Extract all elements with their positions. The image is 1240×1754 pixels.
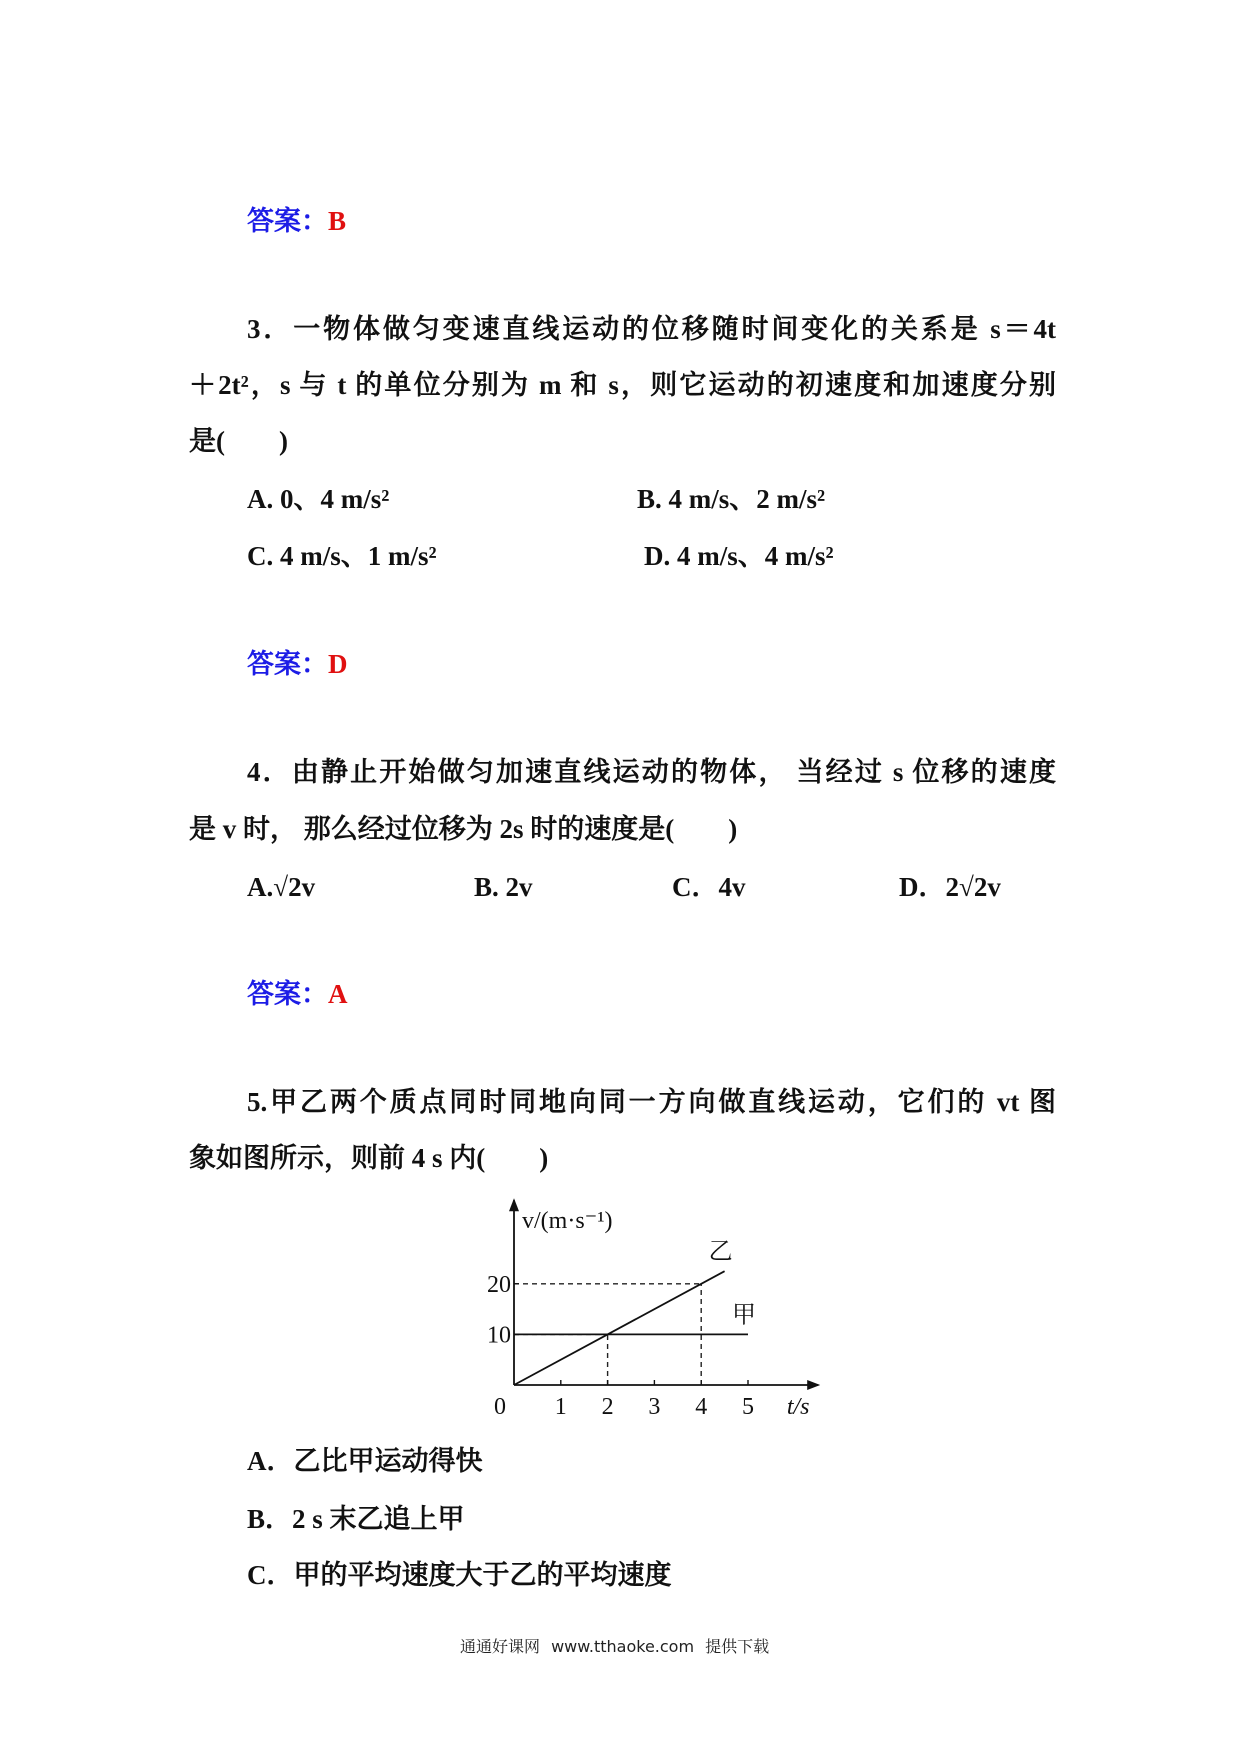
question-4-line-2: 是 v 时， 那么经过位移为 2s 时的速度是( ) [189,814,738,844]
y-axis-arrow-icon [509,1198,519,1211]
x-tick-label: 3 [648,1394,661,1420]
x-tick-label: 5 [742,1394,754,1420]
y-tick-label: 20 [487,1271,511,1298]
answer-label: 答案： [247,649,328,679]
question-4-option-c: C．4v [672,872,746,902]
question-5-option-b: B．2 s 末乙追上甲 [247,1504,465,1534]
answer-value: B [328,206,347,236]
x-tick-label: 0 [494,1394,506,1420]
question-5-option-c: C．甲的平均速度大于乙的平均速度 [247,1560,672,1590]
answer-label: 答案： [247,979,328,1009]
question-3-option-a: A. 0、4 m/s² [247,484,390,514]
question-5-line-2: 象如图所示，则前 4 s 内( ) [189,1143,549,1173]
series-label: 乙 [708,1239,733,1266]
answer-label: 答案： [247,206,328,236]
x-axis-arrow-icon [807,1380,820,1390]
x-tick-label: 1 [554,1394,567,1420]
x-tick-label: 4 [695,1394,708,1420]
answer-value: D [328,649,348,679]
question-3-option-c: C. 4 m/s、1 m/s² [247,541,437,571]
question-3-line-3: 是( ) [189,426,288,456]
question-3-option-b: B. 4 m/s、2 m/s² [637,484,826,514]
answer-q2 [247,207,346,235]
x-tick-label: 2 [601,1394,614,1420]
question-4-option-a: A.√2v [247,872,316,902]
question-5-option-a: A．乙比甲运动得快 [247,1446,483,1476]
question-4-line-1: 4．由静止开始做匀加速直线运动的物体， 当经过 s 位移的速度 [247,757,1056,787]
series-line-0 [514,1271,725,1385]
question-5-line-1: 5.甲乙两个质点同时同地向同一方向做直线运动，它们的 vt 图 [247,1087,1056,1117]
question-4-option-b: B. 2v [474,872,533,902]
question-3-option-d: D. 4 m/s、4 m/s² [644,541,834,571]
question-3-line-1: 3．一物体做匀变速直线运动的位移随时间变化的关系是 s＝4t [247,314,1056,344]
series-label: 甲 [732,1302,756,1329]
answer-q4 [247,980,348,1008]
vt-chart [455,1195,835,1425]
question-3-line-2: ＋2t²，s 与 t 的单位分别为 m 和 s，则它运动的初速度和加速度分别 [189,370,1056,400]
y-tick-label: 10 [487,1322,511,1349]
footer-source: 通通好课网 www.tthaoke.com 提供下载 [460,1637,770,1656]
x-axis-label: t/s [786,1394,810,1420]
question-4-option-d: D．2√2v [899,872,1001,902]
y-axis-label: v/(m·s⁻¹) [522,1208,613,1234]
answer-value: A [328,979,348,1009]
answer-q3 [247,650,348,678]
